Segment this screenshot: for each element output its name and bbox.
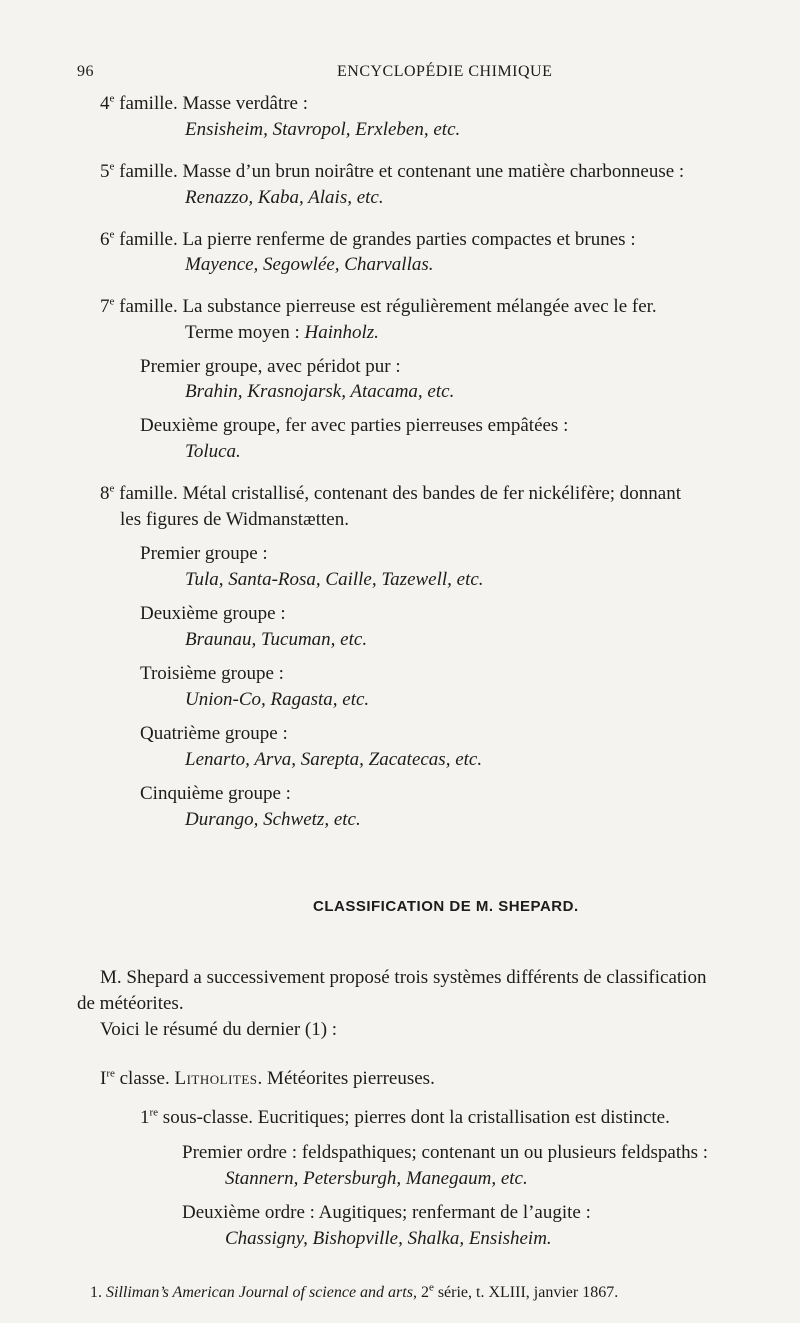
family-4-examples: Ensisheim, Stavropol, Erxleben, etc. [185,119,461,140]
family-description: famille. Masse d’un brun noirâtre et contenant une matière charbonneuse : [114,161,685,182]
ordre-1-examples: Stannern, Petersburgh, Manegaum, etc. [225,1168,528,1189]
family-description: famille. La pierre renferme de grandes parties compactes et brunes : [114,229,636,250]
footnote-source: Silliman’s American Journal of science and arts [106,1284,413,1301]
family-number: 8 [100,483,110,504]
family-5-examples: Renazzo, Kaba, Alais, etc. [185,187,384,208]
family-description: famille. Masse verdâtre : [114,93,309,114]
page-number: 96 [77,63,94,80]
family-6-examples: Mayence, Segowlée, Charvallas. [185,254,434,275]
footnote-ordinal: e [428,1281,434,1294]
family-number: 7 [100,296,110,317]
ordre-2-label: Deuxième ordre : Augitiques; renfermant de l’augite : [182,1202,591,1223]
footnote-details: série, t. XLIII, janvier 1867. [433,1284,619,1301]
terme-label: Terme moyen : [185,322,305,343]
family-number: 4 [100,93,110,114]
family-7-group-1-label: Premier groupe, avec péridot pur : [140,356,401,377]
family-8-group-3-examples: Union-Co, Ragasta, etc. [185,689,370,710]
family-number: 5 [100,161,110,182]
family-description: famille. Métal cristallisé, contenant des bandes de fer nickélifère; donnant [114,483,682,504]
family-8-group-5-examples: Durango, Schwetz, etc. [185,809,361,830]
running-title: ENCYCLOPÉDIE CHIMIQUE [337,63,553,80]
section-heading: CLASSIFICATION DE M. SHEPARD. [313,898,579,915]
sous-classe-number: 1 [140,1107,150,1128]
sous-classe-description: sous-classe. Eucritiques; pierres dont la cristallisation est distincte. [158,1107,670,1128]
family-8-group-1-examples: Tula, Santa-Rosa, Caille, Tazewell, etc. [185,569,484,590]
family-8-group-1-label: Premier groupe : [140,543,268,564]
classe-name: Litholites [174,1068,258,1089]
family-7-group-2-examples: Toluca. [185,441,241,462]
family-7-group-2-label: Deuxième groupe, fer avec parties pierreuses empâtées : [140,415,569,436]
family-7-group-1-examples: Brahin, Krasnojarsk, Atacama, etc. [185,381,455,402]
classe-number: I [100,1068,107,1089]
shepard-para-line-1: M. Shepard a successivement proposé trois systèmes différents de classification [100,967,707,988]
family-ordinal: e [109,482,115,495]
family-8-group-4-label: Quatrième groupe : [140,723,288,744]
family-ordinal: e [109,92,115,105]
family-5-line [100,160,684,184]
footnote-series-number: , 2 [412,1284,429,1301]
family-8-group-4-examples: Lenarto, Arva, Sarepta, Zacatecas, etc. [185,749,483,770]
family-6-line [100,228,636,252]
footnote [90,1281,618,1305]
ordre-1-label: Premier ordre : feldspathiques; contenant un ou plusieurs feldspaths : [182,1142,709,1163]
shepard-para-line-3: Voici le résumé du dernier (1) : [100,1019,338,1040]
family-ordinal: e [109,160,115,173]
family-description: famille. La substance pierreuse est régulièrement mélangée avec le fer. [114,296,657,317]
family-8-group-2-label: Deuxième groupe : [140,603,286,624]
classe-description: . Météorites pierreuses. [257,1068,435,1089]
family-8-group-2-examples: Braunau, Tucuman, etc. [185,629,368,650]
classe-ordinal: re [106,1067,115,1080]
sous-classe-line [140,1106,670,1130]
family-8-line-2: les figures de Widmanstætten. [120,509,349,530]
family-7-line [100,295,657,319]
family-8-group-5-label: Cinquième groupe : [140,783,291,804]
ordre-2-examples: Chassigny, Bishopville, Shalka, Ensisheim. [225,1228,552,1249]
family-8-line [100,482,681,506]
terme-example: Hainholz. [304,322,379,343]
shepard-para-line-2: de météorites. [77,993,184,1014]
family-4-line [100,92,308,116]
footnote-number: 1. [90,1284,106,1301]
sous-classe-ordinal: re [149,1106,159,1119]
classe-line [100,1067,435,1091]
classe-label: classe. [114,1068,175,1089]
family-ordinal: e [109,295,115,308]
family-7-terme [185,321,379,345]
family-ordinal: e [109,228,115,241]
family-8-group-3-label: Troisième groupe : [140,663,284,684]
family-number: 6 [100,229,110,250]
